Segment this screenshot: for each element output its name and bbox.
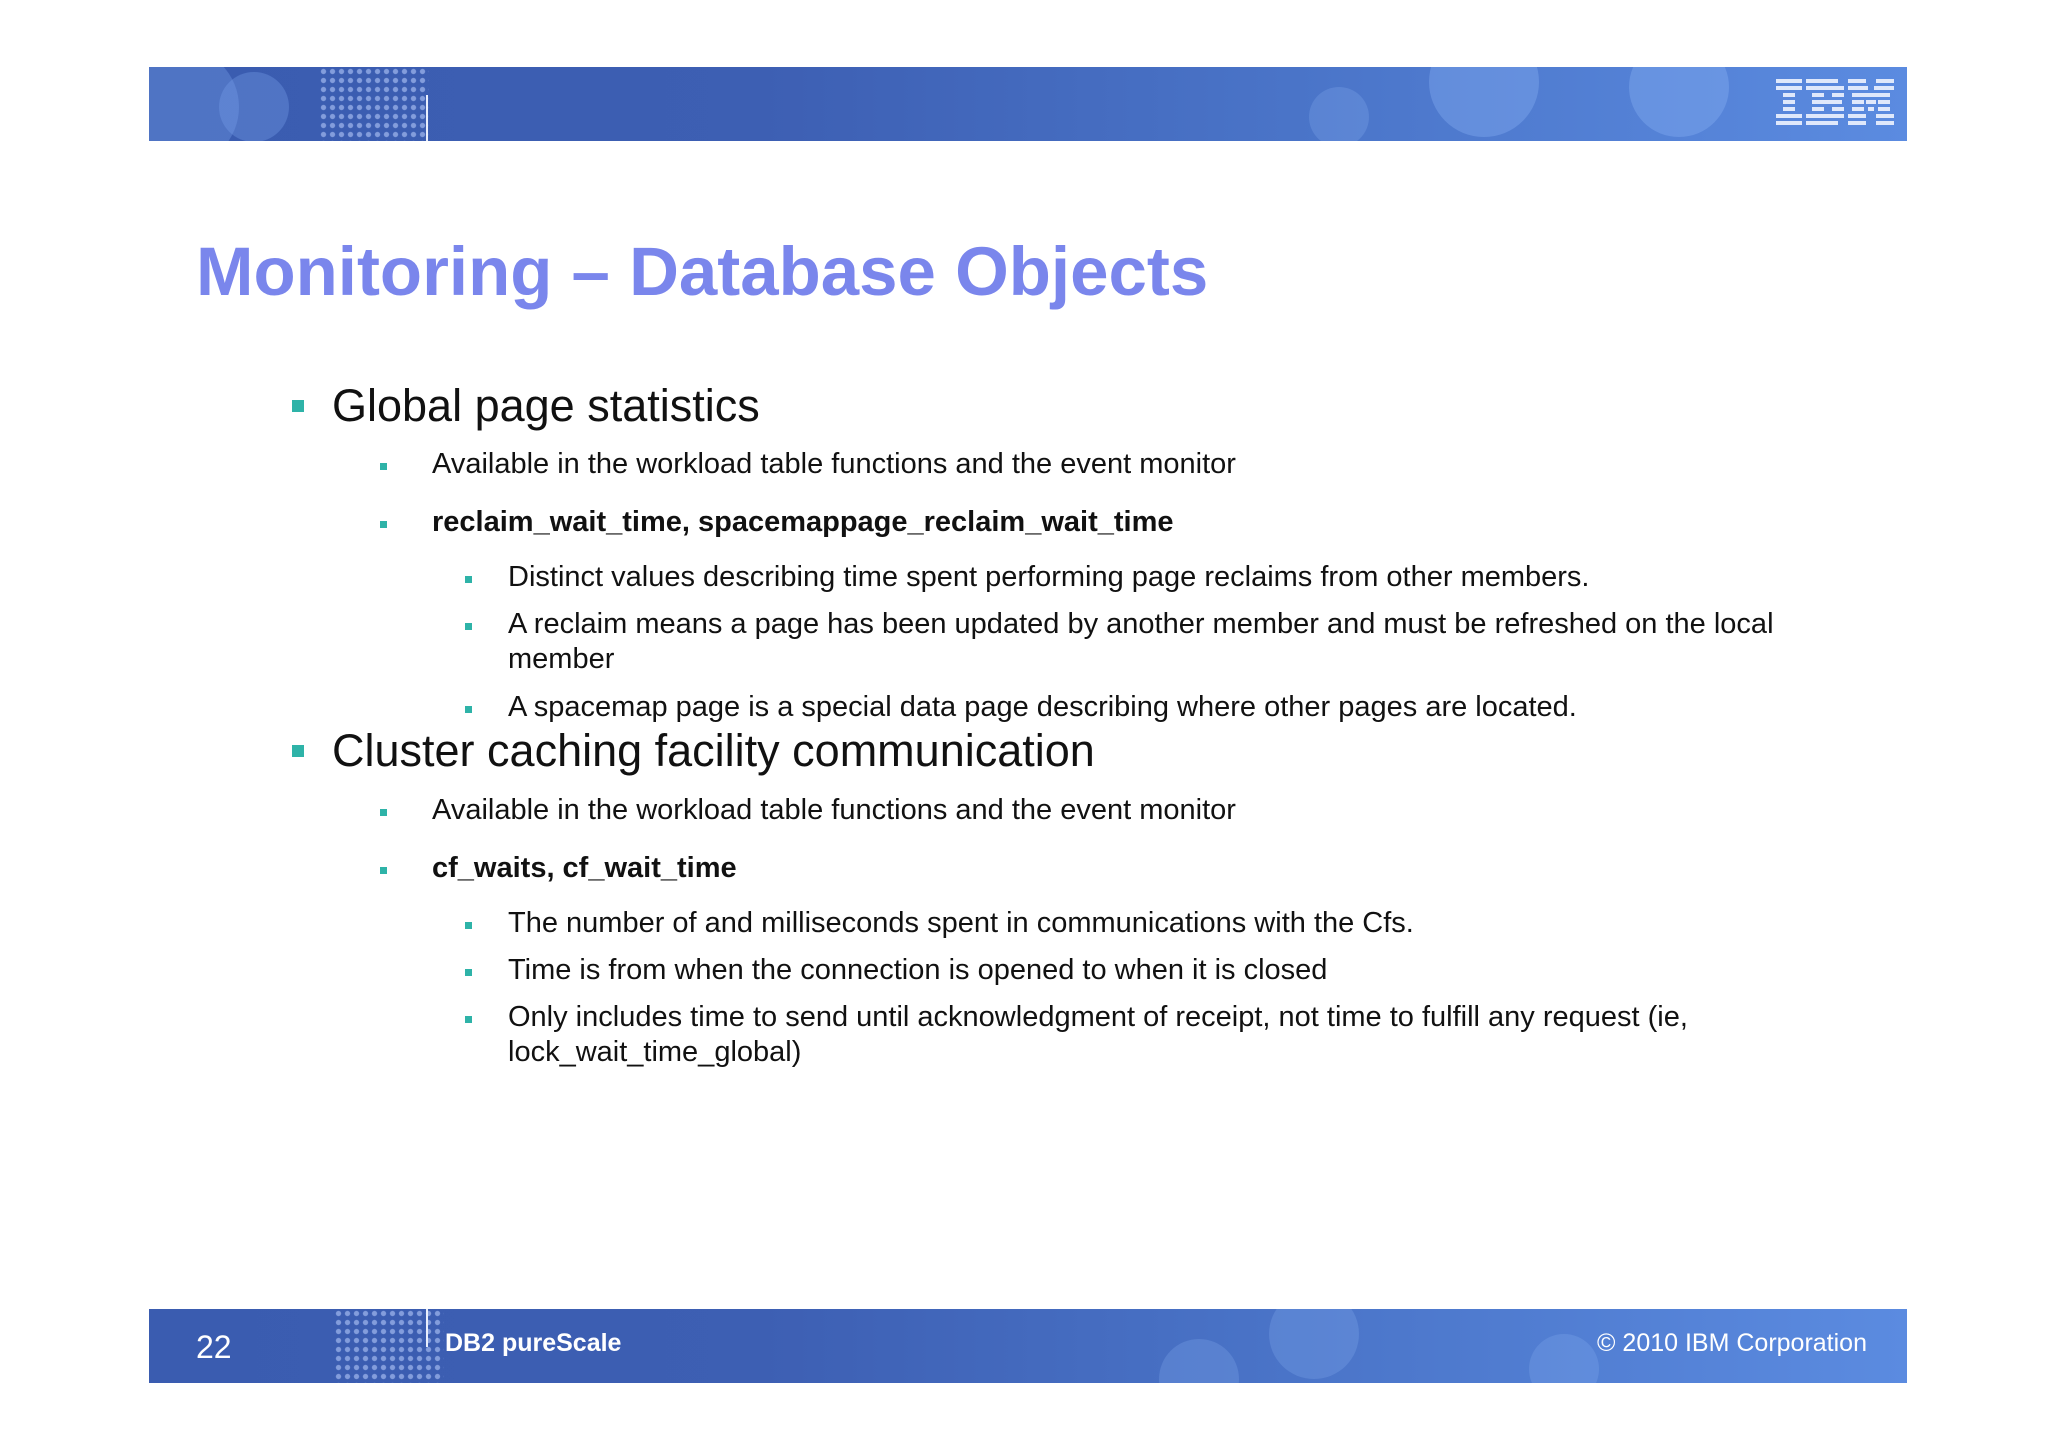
bullet-square-icon <box>465 969 472 976</box>
slide-title: Monitoring – Database Objects <box>196 233 1209 310</box>
list-item-metric-names <box>432 851 737 886</box>
list-item-text: Available in the workload table functions and the event monitor <box>432 794 1236 826</box>
section-heading-cluster-caching-facility <box>332 725 1095 777</box>
list-item-text-continued: lock_wait_time_global) <box>508 1036 802 1068</box>
decor-dot-grid <box>319 67 429 141</box>
header-divider <box>426 95 428 141</box>
decor-bubble <box>219 72 289 141</box>
bullet-square-icon <box>380 809 387 816</box>
page-number: 22 <box>196 1329 232 1365</box>
bullet-square-icon <box>465 623 472 630</box>
list-item-text: Only includes time to send until acknowledgment of receipt, not time to fulfill any request (ie, <box>508 1001 1688 1033</box>
bullet-square-icon <box>292 745 304 757</box>
list-item <box>508 906 1414 941</box>
list-item-text: cf_waits, cf_wait_time <box>432 852 737 884</box>
decor-bubble <box>1529 1334 1599 1383</box>
bullet-square-icon <box>380 463 387 470</box>
bullet-square-icon <box>380 867 387 874</box>
ibm-logo <box>1776 78 1894 126</box>
decor-bubble <box>1269 1309 1359 1379</box>
decor-bubble <box>1629 67 1729 137</box>
bullet-square-icon <box>465 1016 472 1023</box>
list-item-text: A spacemap page is a special data page describing where other pages are located. <box>508 691 1577 723</box>
list-item-text: Time is from when the connection is opened to when it is closed <box>508 954 1328 986</box>
bullet-square-icon <box>465 706 472 713</box>
footer-divider <box>426 1309 428 1347</box>
list-item <box>508 560 1589 595</box>
copyright-notice: © 2010 IBM Corporation <box>1597 1329 1867 1357</box>
list-item-text: Available in the workload table functions and the event monitor <box>432 448 1236 480</box>
decor-bubble <box>1309 87 1369 141</box>
list-item-text: A reclaim means a page has been updated by another member and must be refreshed on the local <box>508 608 1774 640</box>
list-item-text-continued: member <box>508 643 615 675</box>
decor-bubble <box>1429 67 1539 137</box>
list-item-text: Distinct values describing time spent performing page reclaims from other members. <box>508 561 1590 593</box>
list-item <box>432 447 1236 482</box>
list-item <box>432 793 1236 828</box>
list-item <box>508 690 1577 725</box>
bullet-square-icon <box>380 521 387 528</box>
list-item-metric-names <box>432 505 1174 540</box>
section-heading-text: Cluster caching facility communication <box>332 725 1095 776</box>
footer-band <box>149 1309 1907 1383</box>
section-heading-text: Global page statistics <box>332 380 760 431</box>
bullet-square-icon <box>465 922 472 929</box>
list-item <box>508 1000 1688 1070</box>
decor-bubble <box>1159 1339 1239 1383</box>
bullet-square-icon <box>465 576 472 583</box>
list-item <box>508 953 1327 988</box>
list-item <box>508 607 1774 677</box>
footer-product-name: DB2 pureScale <box>445 1329 622 1357</box>
bullet-square-icon <box>292 400 304 412</box>
list-item-text: The number of and milliseconds spent in communications with the Cfs. <box>508 907 1414 939</box>
header-band <box>149 67 1907 141</box>
list-item-text: reclaim_wait_time, spacemappage_reclaim_wait_time <box>432 506 1174 538</box>
section-heading-global-page-statistics <box>332 380 760 432</box>
